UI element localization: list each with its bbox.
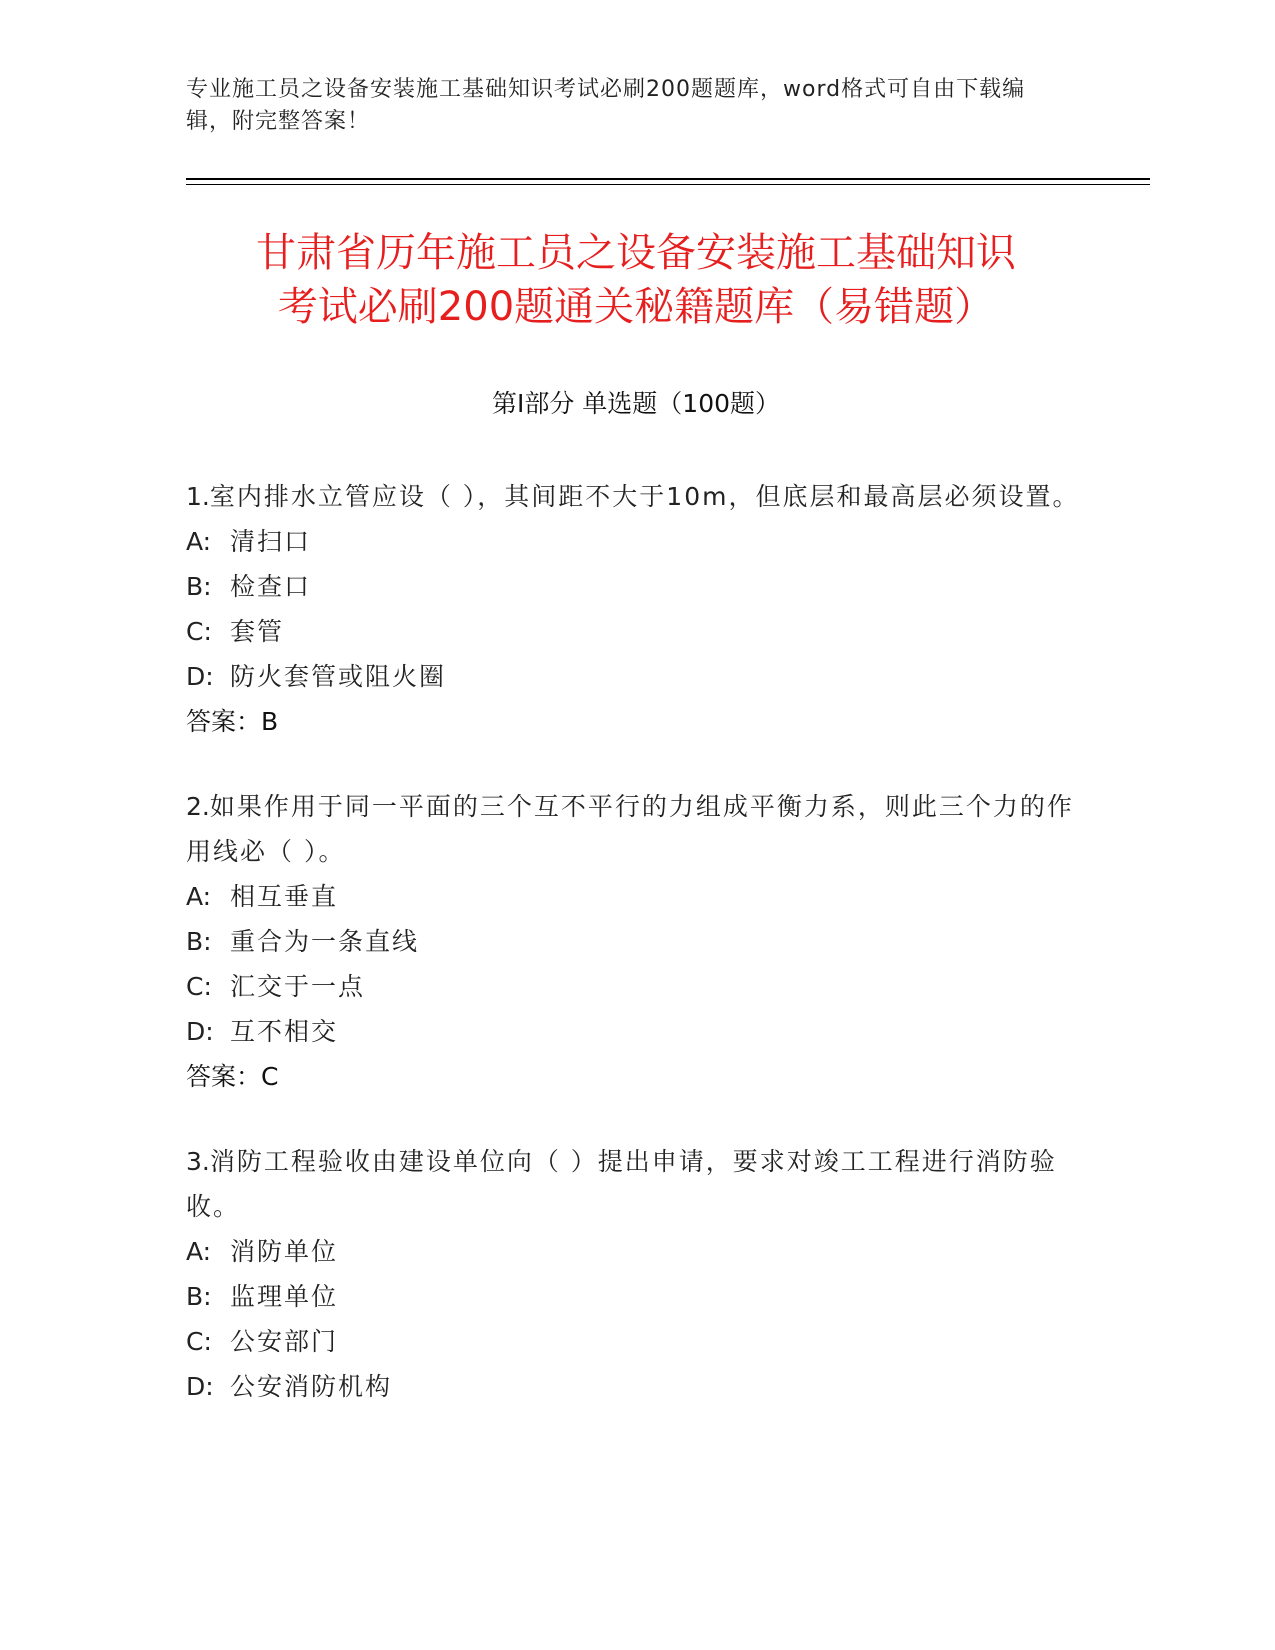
question-3-option-c [186, 1319, 1086, 1364]
header-divider-thin [186, 184, 1150, 185]
question-3 [186, 1139, 1086, 1409]
option-text: 公安消防机构 [230, 1372, 393, 1401]
question-1-option-b [186, 564, 1086, 609]
option-text: 检查口 [230, 572, 312, 601]
question-3-text: 消防工程验收由建设单位向（ ）提出申请，要求对竣工工程进行消防验收。 [186, 1147, 1057, 1221]
question-1-stem [186, 474, 1086, 519]
question-3-option-a [186, 1229, 1086, 1274]
option-letter: A: [186, 1237, 212, 1266]
question-2-number: 2. [186, 792, 210, 821]
option-text: 清扫口 [230, 527, 312, 556]
question-1-text: 室内排水立管应设（ ），其间距不大于10m，但底层和最高层必须设置。 [209, 482, 1080, 511]
question-2-option-a [186, 874, 1086, 919]
question-2 [186, 784, 1086, 1099]
option-letter: C: [186, 617, 212, 646]
document-title-line-1: 甘肃省历年施工员之设备安装施工基础知识 [256, 230, 1016, 276]
question-2-stem [186, 784, 1086, 874]
header-divider-thick [186, 178, 1150, 180]
option-letter: D: [186, 1017, 214, 1046]
option-letter: B: [186, 572, 212, 601]
header-note: 专业施工员之设备安装施工基础知识考试必刷200题题库，word格式可自由下载编辑，附完整答案！ [186, 77, 1026, 134]
option-text: 防火套管或阻火圈 [230, 662, 447, 691]
document-title-line-2: 考试必刷200题通关秘籍题库（易错题） [277, 284, 995, 330]
option-letter: C: [186, 1327, 212, 1356]
option-text: 消防单位 [230, 1237, 339, 1266]
option-text: 重合为一条直线 [230, 927, 420, 956]
question-2-option-c [186, 964, 1086, 1009]
option-letter: D: [186, 662, 214, 691]
option-text: 汇交于一点 [230, 972, 366, 1001]
document-title [186, 226, 1086, 334]
question-3-option-d [186, 1364, 1086, 1409]
question-1-option-a [186, 519, 1086, 564]
option-text: 互不相交 [230, 1017, 339, 1046]
option-text: 监理单位 [230, 1282, 339, 1311]
question-list [186, 474, 1086, 1449]
option-letter: C: [186, 972, 212, 1001]
option-letter: A: [186, 882, 212, 911]
question-1-option-c [186, 609, 1086, 654]
question-2-answer: 答案：C [186, 1062, 279, 1091]
section-heading: 第Ⅰ部分 单选题（100题） [491, 389, 781, 418]
question-3-option-b [186, 1274, 1086, 1319]
question-2-option-d [186, 1009, 1086, 1054]
question-1-number: 1. [186, 482, 210, 511]
question-1-answer: 答案：B [186, 707, 279, 736]
question-1 [186, 474, 1086, 744]
option-text: 相互垂直 [230, 882, 339, 911]
option-text: 套管 [230, 617, 285, 646]
question-2-option-b [186, 919, 1086, 964]
option-text: 公安部门 [230, 1327, 339, 1356]
question-3-stem [186, 1139, 1086, 1229]
option-letter: D: [186, 1372, 214, 1401]
option-letter: B: [186, 1282, 212, 1311]
question-1-option-d [186, 654, 1086, 699]
option-letter: A: [186, 527, 212, 556]
question-2-text: 如果作用于同一平面的三个互不平行的力组成平衡力系，则此三个力的作用线必（ ）。 [186, 792, 1074, 866]
question-3-number: 3. [186, 1147, 210, 1176]
option-letter: B: [186, 927, 212, 956]
